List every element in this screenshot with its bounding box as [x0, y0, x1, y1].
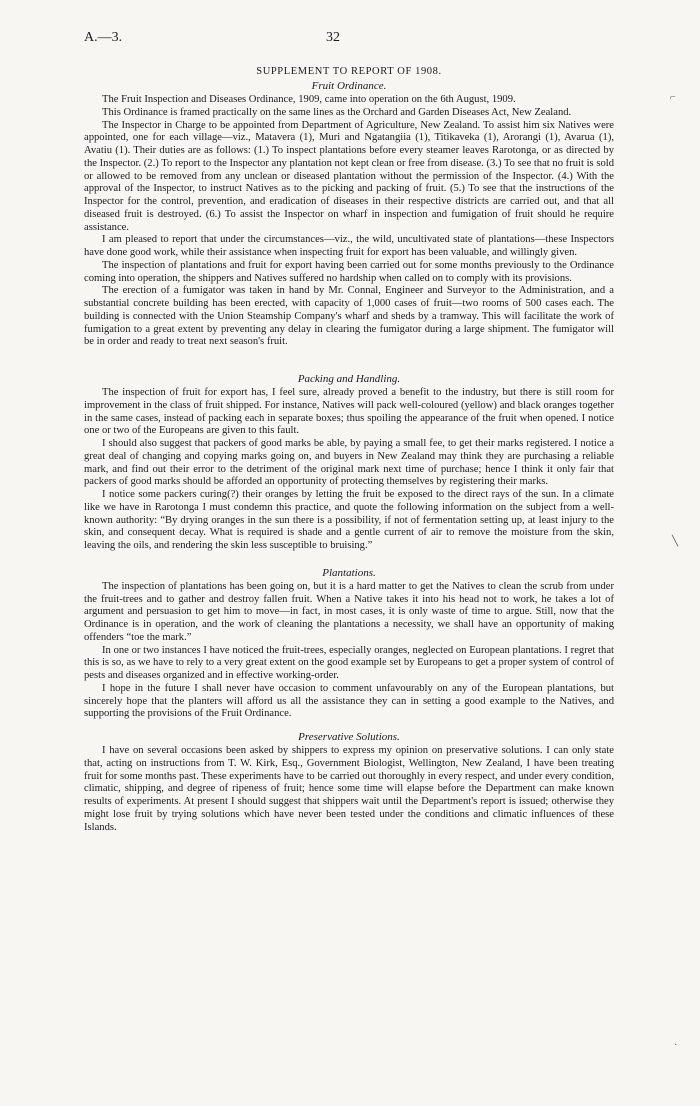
section-heading: Packing and Handling. — [297, 373, 401, 385]
paragraph: I have on several occasions been asked by shippers to express my opinion on preservative solutions. I can only state that, acting on instructions from T. W. Kirk, Esq., Government Biologist, Wellington, New Zealand, I have been treating fruit for some months past. These experiments have to be carried out thoroughly in every respect, and under every condition, climatic, shipping, and degree of ripeness of fruit; hence some time will elapse before the Department can make known results of experiments. At present I should suggest that shippers wait until the Department's report is issued; otherwise they might lose fruit by trying solutions which have never been tested under the conditions and climatic influences of these Islands. — [84, 745, 614, 833]
paragraph: The inspection of plantations has been going on, but it is a hard matter to get the Natives to clean the scrub from under the fruit-trees and to gather and destroy fallen fruit. When a Native takes it into his head not to work, he takes a lot of argument and persuasion to get him to move—in fact, in most cases, it is only waste of time to argue. Still, now that the Ordinance is in operation, and the work of cleaning the plantations a necessity, we shall have an opportunity of making offenders “toe the mark.” — [84, 580, 614, 643]
paragraph: I notice some packers curing(?) their oranges by letting the fruit be exposed to the direct rays of the sun. In a climate like we have in Rarotonga I must condemn this practice, and quote the following information on the subject from a well-known authority: “By drying oranges in the sun there is a possibility, if not of fermentation setting up, at least injury to the skin, and consequent decay. What is required is shade and a gentle current of air to remove the moisture from the skin, leaving the oils, and rendering the skin less susceptible to bruising.” — [84, 489, 614, 551]
paragraph: The inspection of plantations and fruit for export having been carried out for some months previously to the Ordinance coming into operation, the shippers and Natives suffered no hardship when called on to comply with its provisions. — [84, 259, 614, 284]
scan-mark: ╲ — [672, 536, 679, 547]
page-number: 32 — [326, 30, 340, 45]
report-title: SUPPLEMENT TO REPORT OF 1908. — [256, 66, 442, 77]
paragraph: The Fruit Inspection and Diseases Ordinance, 1909, came into operation on the 6th August, 1909. — [102, 94, 516, 105]
section-packing-and-handling — [84, 373, 614, 553]
paragraph: I should also suggest that packers of good marks be able, by paying a small fee, to get their marks registered. I notice a great deal of changing and copying marks going on, and buyers in New Zealand may think they are purchasing a reliable mark, and find out their error to the detriment of the original mark next time of purchase; hence I think it only fair that packers of good marks should be afforded an opportunity of protecting themselves by registering their marks. — [84, 438, 614, 488]
document-reference: A.—3. — [84, 30, 123, 45]
scan-mark: ⌐ — [670, 92, 676, 103]
paragraph: The Inspector in Charge to be appointed from Department of Agriculture, New Zealand. To assist him six Natives were appointed, one for each village—viz., Matavera (1), Muri and Ngatangiia (1), Titikaveka (1), Arorangi (1), Avarua (1), Avatiu (1). Their duties are as follows: (1.) To inspect plantations before every steamer leaves Rarotonga, or as directed by the Inspector. (2.) To report to the Inspector any plantation not kept clean or free from disease. (3.) To see that no fruit is sold or allowed to be removed from any unclean or diseased plantation without the permission of the Inspector. (4.) With the approval of the Inspector, to instruct Natives as to the picking and packing of fruit. (5.) To see that the instructions of the Inspector for the control, prevention, and eradication of diseases in their respective districts are carried out, and that all diseased fruit is destroyed. (6.) To assist the Inspector on wharf in inspection and fumigation of fruit should he require assistance. — [84, 119, 614, 233]
paragraph: In one or two instances I have noticed the fruit-trees, especially oranges, neglected on European plantations. I regret that this is so, as we have to rely to a very great extent on the good example set by Europeans to get a proper system of control of pests and diseases organized and in effective working-order. — [84, 644, 614, 681]
section-fruit-ordinance — [84, 80, 614, 349]
paragraph: I hope in the future I shall never have occasion to comment unfavourably on any of the European plantations, but sincerely hope that the planters will afford us all the assistance they can in setting a good example to the Natives, and supporting the provisions of the Fruit Ordinance. — [84, 682, 614, 720]
paragraph: The erection of a fumigator was taken in hand by Mr. Connal, Engineer and Surveyor to the Administration, and a substantial concrete building has been erected, with capacity of 1,000 cases of fruit—two rooms of 500 cases each. The building is connected with the Union Steamship Company's wharf and sheds by a tramway. This will facilitate the work of fumigation to a great extent by preventing any delay in clearing the fumigator during a large shipment. The fumigator will be in order and ready to treat next season's fruit. — [84, 285, 614, 348]
section-heading: Plantations. — [322, 566, 376, 579]
paragraph: I am pleased to report that under the circumstances—viz., the wild, uncultivated state of plantations—these Inspectors have done good work, while their assistance when inspecting fruit for export has been valuable, and willingly given. — [84, 234, 614, 258]
page-body — [84, 66, 614, 834]
paragraph: This Ordinance is framed practically on the same lines as the Orchard and Garden Diseases Act, New Zealand. — [102, 106, 572, 118]
section-preservative-solutions — [84, 731, 614, 834]
scan-mark: · — [674, 1040, 678, 1051]
section-heading: Preservative Solutions. — [298, 731, 400, 743]
section-plantations — [84, 567, 614, 721]
paragraph: The inspection of fruit for export has, I feel sure, already proved a benefit to the industry, but there is still room for improvement in the class of fruit shipped. For instance, Natives will pack well-coloured (yellow) and black oranges together in the same cases, instead of packing each in separate boxes; thus spoiling the appearance of the fruit when opened. I notice one or two of the Europeans are given to this fault. — [84, 387, 614, 437]
section-heading: Fruit Ordinance. — [311, 80, 387, 92]
